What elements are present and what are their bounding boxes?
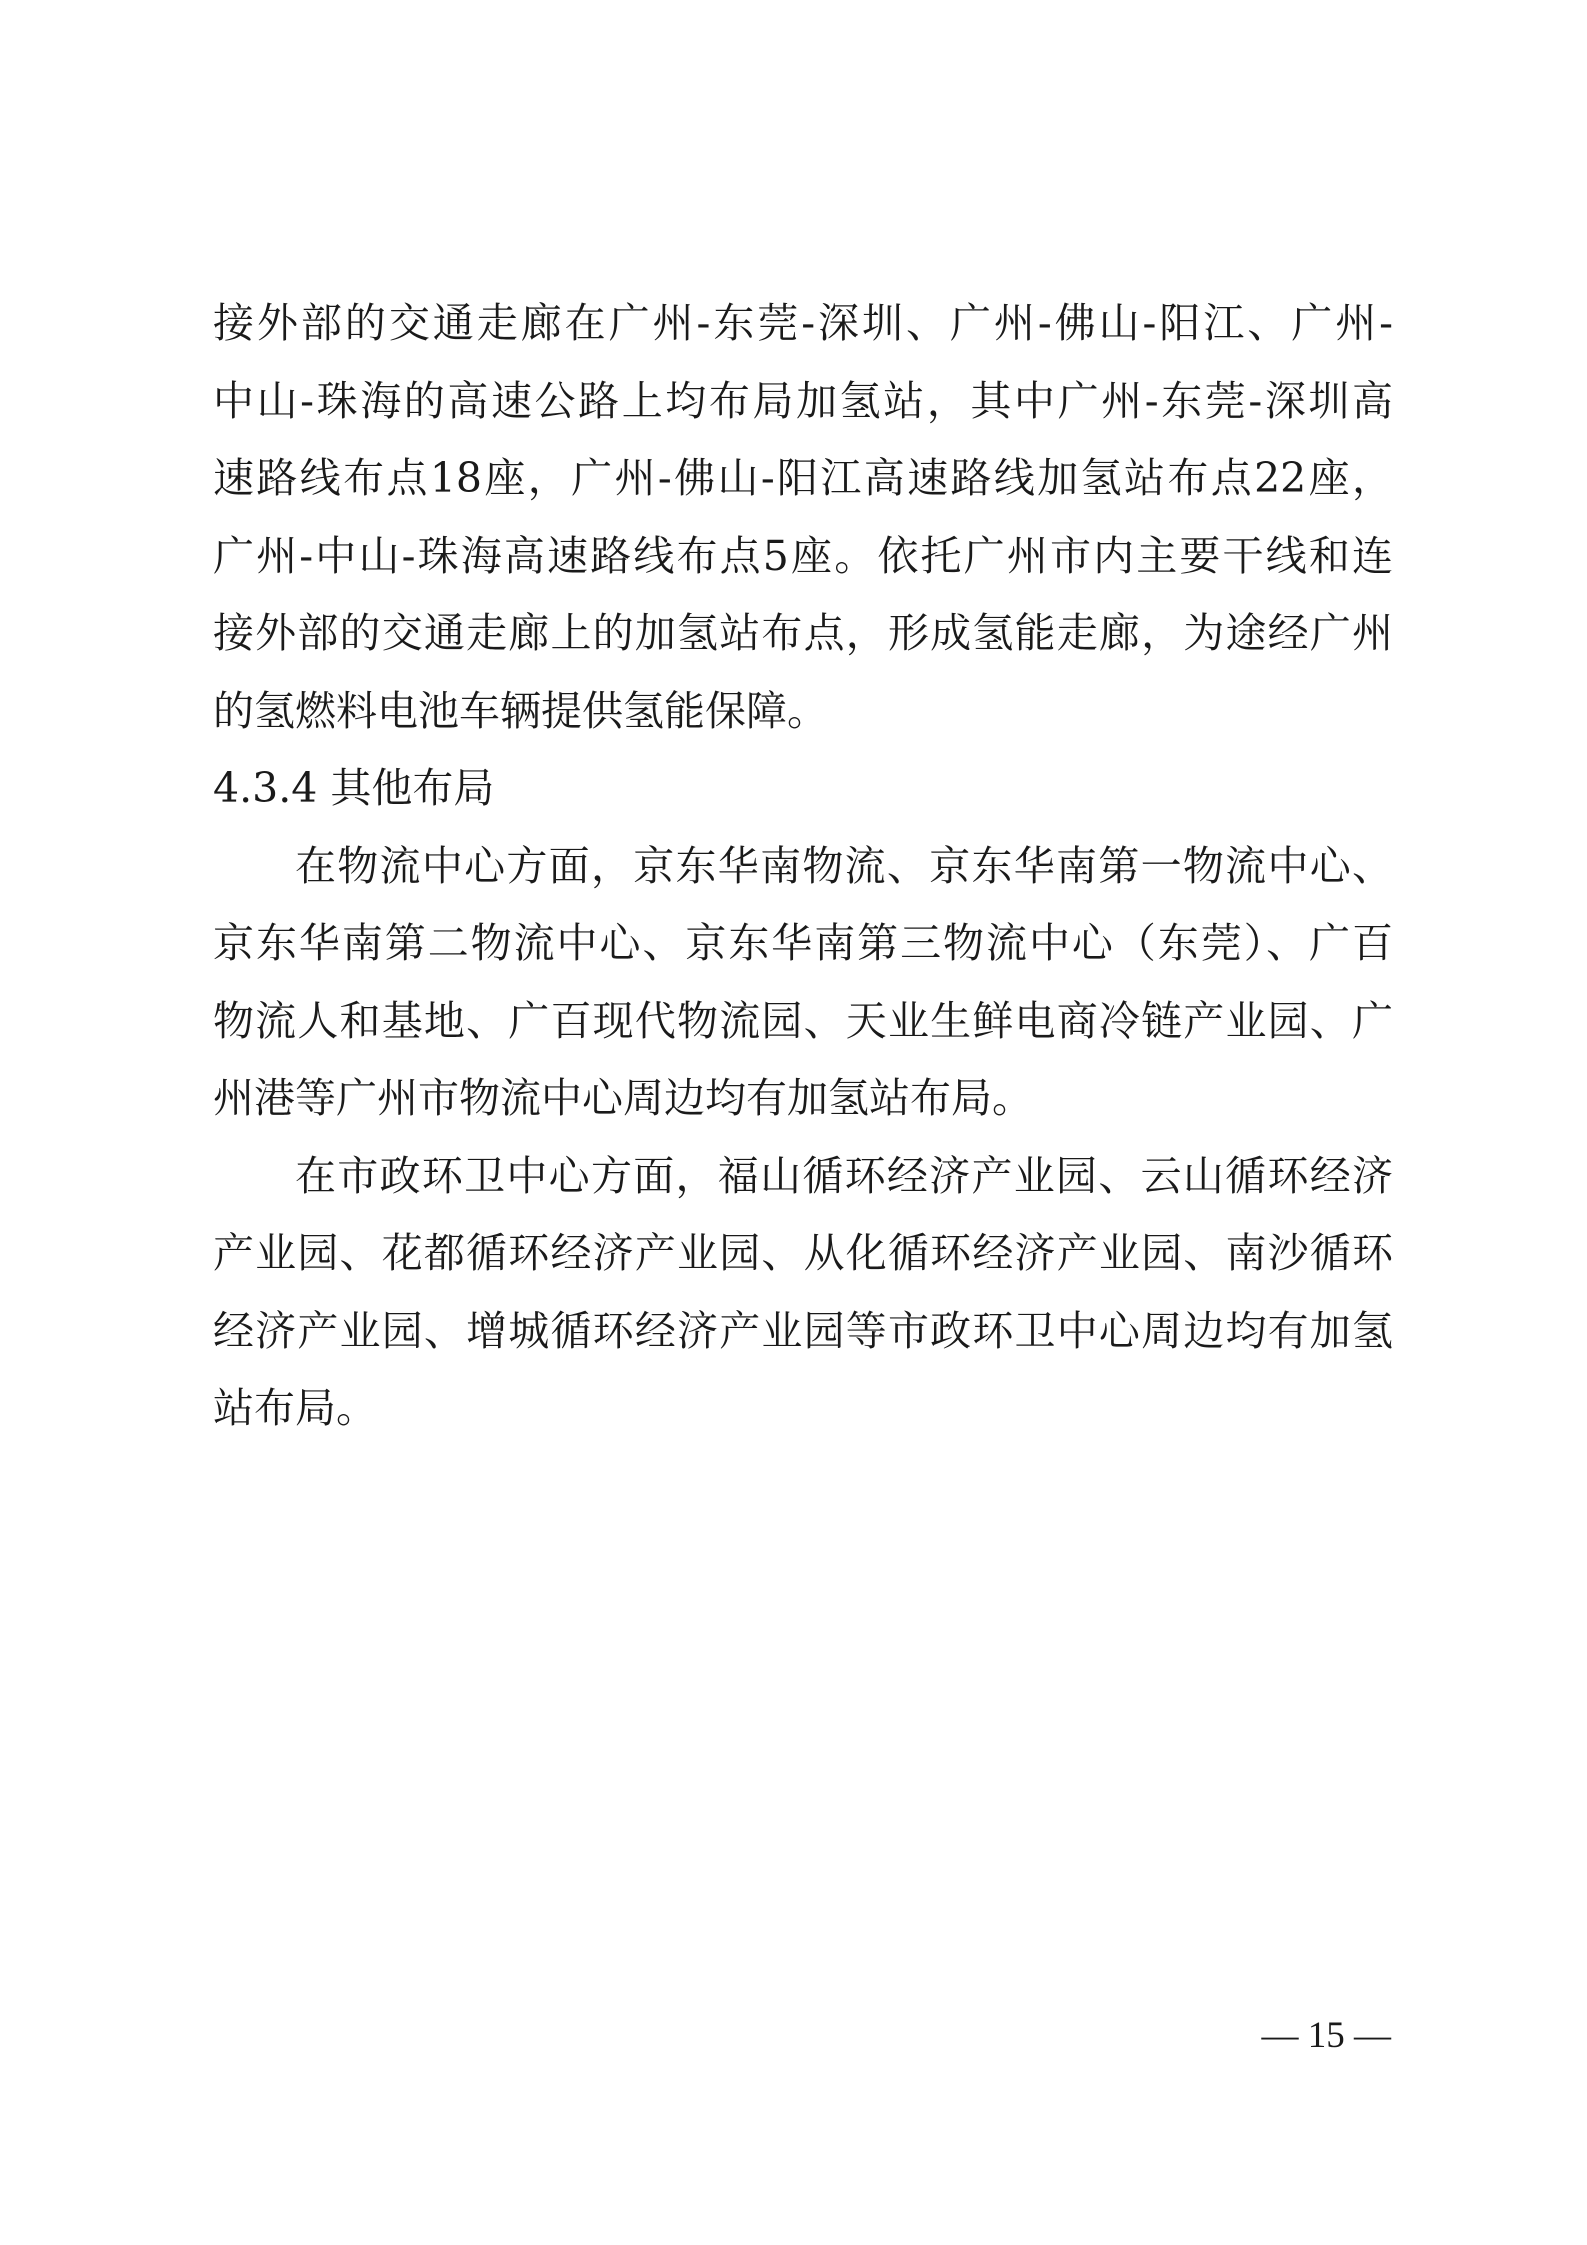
text-line: 产业园、花都循环经济产业园、从化循环经济产业园、南沙循环: [213, 1229, 1393, 1277]
text-line: 经济产业园、增城循环经济产业园等市政环卫中心周边均有加氢: [213, 1306, 1393, 1355]
text-line: 站布局。: [213, 1384, 377, 1432]
text-line: 广州-中山-珠海高速路线布点5座。依托广州市内主要干线和连: [213, 531, 1393, 580]
text-line: 接外部的交通走廊上的加氢站布点，形成氢能走廊，为途经广州: [213, 609, 1393, 657]
text-line: 物流人和基地、广百现代物流园、天业生鲜电商冷链产业园、广: [213, 996, 1393, 1045]
text-line: 京东华南第二物流中心、京东华南第三物流中心（东莞）、广百: [213, 919, 1393, 967]
page-number: — 15 —: [1261, 2015, 1391, 2056]
text-line: 在市政环卫中心方面，福山循环经济产业园、云山循环经济: [295, 1151, 1393, 1200]
page-body: [213, 285, 1393, 1448]
text-line: 在物流中心方面，京东华南物流、京东华南第一物流中心、: [295, 841, 1393, 890]
text-line: 中山-珠海的高速公路上均布局加氢站，其中广州-东莞-深圳高: [213, 376, 1393, 425]
text-line: 州港等广州市物流中心周边均有加氢站布局。: [213, 1074, 1033, 1122]
paragraph-logistics-centers: [213, 828, 1393, 1138]
text-line: 的氢燃料电池车辆提供氢能保障。: [213, 686, 828, 735]
section-heading: 4.3.4 其他布局: [213, 764, 495, 812]
text-line: 速路线布点18座，广州-佛山-阳江高速路线加氢站布点22座，: [213, 454, 1393, 502]
paragraph-sanitation-centers: [213, 1138, 1393, 1448]
paragraph-hydrogen-corridor: [213, 285, 1393, 750]
text-line: 接外部的交通走廊在广州-东莞-深圳、广州-佛山-阳江、广州-: [213, 299, 1393, 347]
